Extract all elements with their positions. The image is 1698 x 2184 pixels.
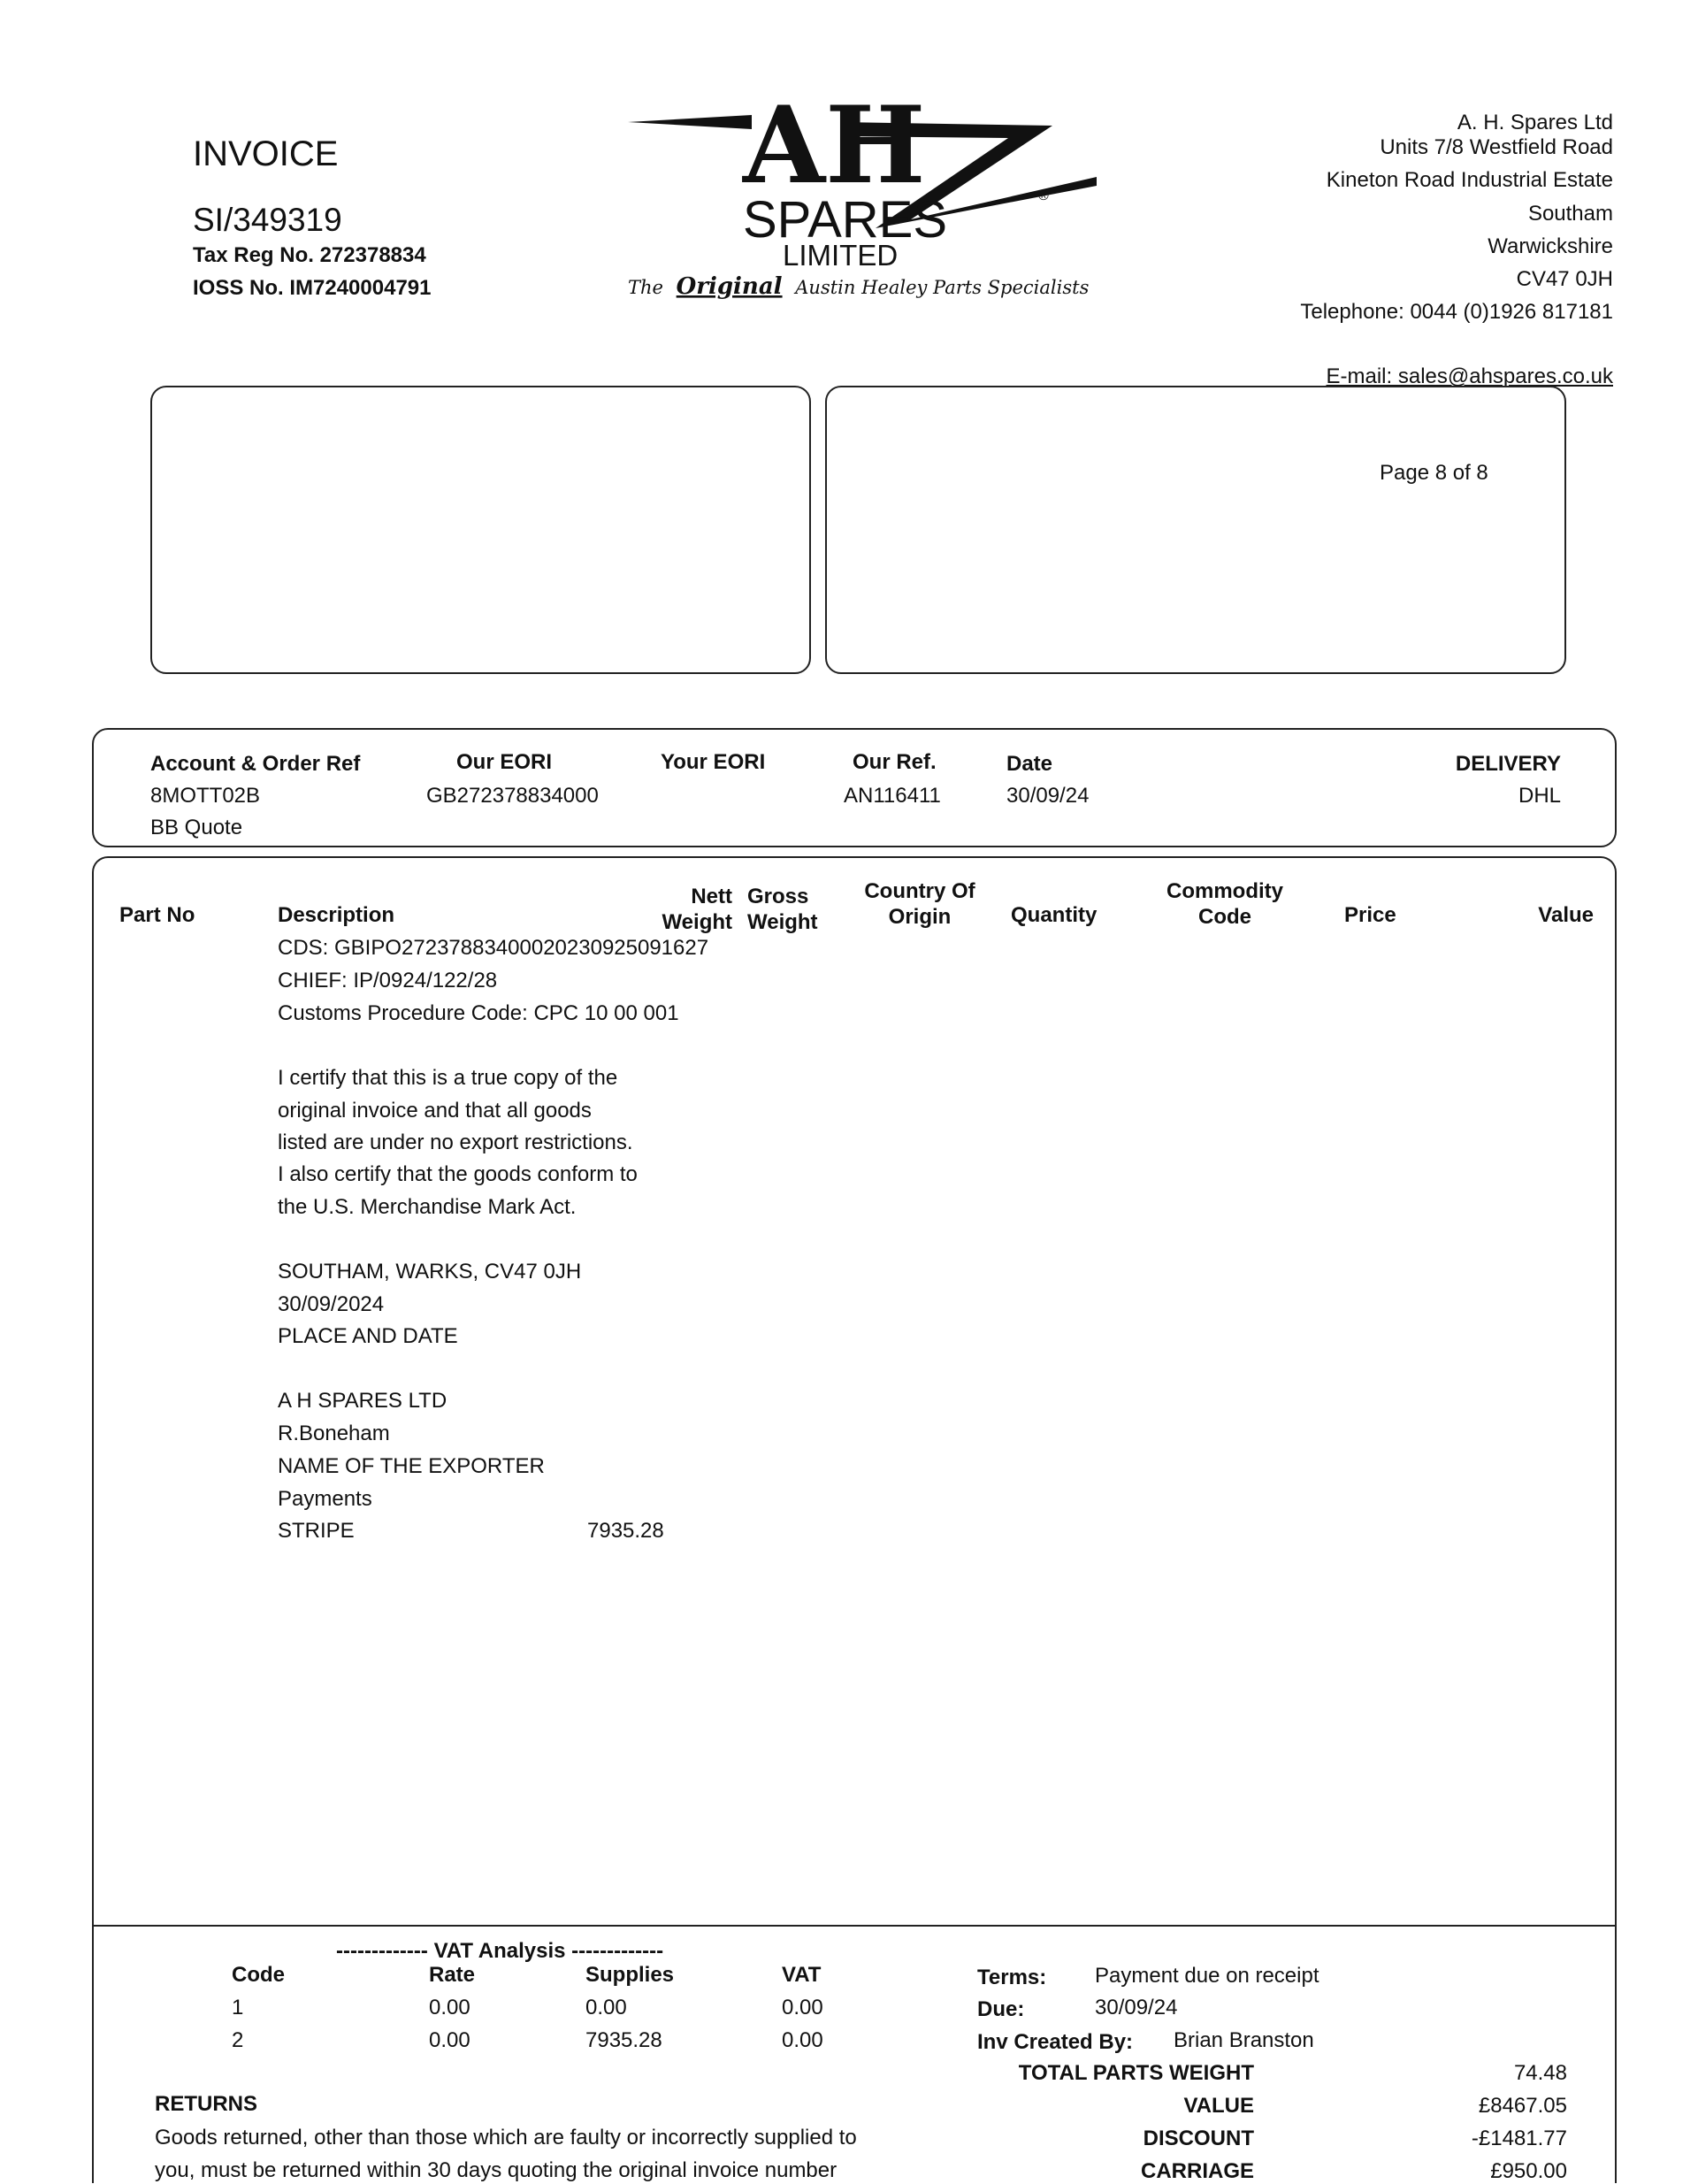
price-header: Price (1344, 903, 1396, 927)
invoice-title: INVOICE (193, 134, 339, 173)
order-note-value: BB Quote (150, 816, 243, 839)
our-eori-value: GB272378834000 (426, 784, 599, 808)
date-value: 30/09/24 (1006, 784, 1090, 808)
value-total: £8467.05 (1478, 2094, 1567, 2118)
page-indicator: Page 8 of 8 (1380, 461, 1488, 485)
vat-row-rate: 0.00 (429, 2028, 470, 2052)
description-line: Customs Procedure Code: CPC 10 00 001 (278, 1001, 679, 1025)
vat-code-header: Code (232, 1963, 285, 1987)
gross-weight-header: Gross Weight (747, 885, 818, 934)
svg-text:The Original Austi (628, 273, 1090, 300)
value-label: VALUE (1183, 2094, 1254, 2118)
ioss-number: IOSS No. IM7240004791 (193, 276, 432, 300)
description-line: R.Boneham (278, 1422, 390, 1445)
company-name: A. H. Spares Ltd (1457, 111, 1613, 134)
company-address-line: Kineton Road Industrial Estate (1326, 168, 1613, 192)
account-ref-value: 8MOTT02B (150, 784, 261, 808)
our-ref-header: Our Ref. (853, 750, 937, 774)
discount-label: DISCOUNT (1143, 2127, 1254, 2150)
description-line: CDS: GBIPO27237883400020230925091627 (278, 936, 709, 960)
total-parts-weight-value: 74.48 (1513, 2061, 1567, 2085)
vat-row-vat: 0.00 (782, 2028, 823, 2052)
due-label: Due: (977, 1997, 1025, 2021)
your-eori-header: Your EORI (661, 750, 766, 774)
company-address-line: Southam (1527, 202, 1613, 226)
carriage-value: £950.00 (1490, 2159, 1567, 2183)
value-header: Value (1538, 903, 1594, 927)
vat-supplies-header: Supplies (585, 1963, 675, 1987)
description-line: the U.S. Merchandise Mark Act. (278, 1195, 577, 1219)
total-parts-weight-label: TOTAL PARTS WEIGHT (1018, 2061, 1254, 2085)
terms-value: Payment due on receipt (1095, 1964, 1319, 1988)
company-address-line: Units 7/8 Westfield Road (1380, 135, 1613, 159)
delivery-address-box (825, 386, 1566, 674)
vat-row-supplies: 7935.28 (585, 2028, 662, 2052)
description-line: I certify that this is a true copy of the (278, 1066, 618, 1090)
tax-reg-number: Tax Reg No. 272378834 (193, 243, 426, 267)
commodity-code-header: Commodity Code (1166, 879, 1283, 929)
vat-row-code: 2 (232, 2028, 244, 2052)
logo-letters: AH (743, 83, 926, 208)
description-header: Description (278, 903, 395, 927)
registered-mark: ® (1038, 188, 1049, 203)
logo-word: SPARES (743, 191, 948, 249)
tagline-post: Austin Healey Parts Specialists (795, 277, 1090, 298)
description-line: Payments (278, 1487, 372, 1511)
description-line: I also certify that the goods conform to (278, 1162, 638, 1186)
tagline-original: Original (676, 273, 783, 300)
vat-analysis-title: ------------- VAT Analysis ------------- (336, 1939, 664, 1963)
description-line: original invoice and that all goods (278, 1099, 592, 1123)
description-line: PLACE AND DATE (278, 1324, 458, 1348)
part-no-header: Part No (119, 903, 195, 927)
company-email[interactable]: E-mail: sales@ahspares.co.uk (1326, 364, 1613, 388)
customer-address-box (150, 386, 811, 674)
description-line: A H SPARES LTD (278, 1389, 447, 1413)
description-line: STRIPE (278, 1519, 355, 1543)
vat-amount-header: VAT (782, 1963, 822, 1987)
terms-label: Terms: (977, 1966, 1047, 1989)
description-line: listed are under no export restrictions. (278, 1130, 633, 1154)
our-ref-value: AN116411 (844, 784, 941, 808)
vat-rate-header: Rate (429, 1963, 476, 1987)
description-line: NAME OF THE EXPORTER (278, 1454, 545, 1478)
company-address-line: Warwickshire (1488, 234, 1613, 258)
description-line: CHIEF: IP/0924/122/28 (278, 969, 498, 992)
delivery-value: DHL (1518, 784, 1561, 808)
returns-title: RETURNS (155, 2092, 258, 2116)
vat-row-rate: 0.00 (429, 1996, 470, 2019)
description-line: SOUTHAM, WARKS, CV47 0JH (278, 1260, 582, 1284)
company-logo (619, 69, 1097, 308)
table-divider (92, 1925, 1617, 1927)
delivery-header: DELIVERY (1455, 752, 1561, 776)
account-ref-header: Account & Order Ref (150, 752, 361, 776)
vat-row-vat: 0.00 (782, 1996, 823, 2019)
stripe-amount: 7935.28 (587, 1519, 664, 1543)
ah-spares-logo-graphic (619, 69, 1097, 308)
company-telephone: Telephone: 0044 (0)1926 817181 (1300, 300, 1613, 324)
due-value: 30/09/24 (1095, 1996, 1178, 2019)
description-line: 30/09/2024 (278, 1292, 385, 1316)
created-by-label: Inv Created By: (977, 2030, 1134, 2054)
logo-sub: LIMITED (783, 239, 899, 272)
company-postcode: CV47 0JH (1516, 267, 1613, 291)
quantity-header: Quantity (1011, 903, 1098, 927)
vat-row-supplies: 0.00 (585, 1996, 627, 2019)
tagline-pre: The (628, 277, 663, 298)
returns-text: Goods returned, other than those which are faulty or incorrectly supplied to (155, 2126, 857, 2150)
our-eori-header: Our EORI (456, 750, 553, 774)
discount-value: -£1481.77 (1471, 2127, 1567, 2150)
invoice-number: SI/349319 (193, 202, 342, 238)
country-of-origin-header: Country Of Origin (864, 879, 975, 929)
vat-row-code: 1 (232, 1996, 244, 2019)
date-header: Date (1006, 752, 1053, 776)
created-by-value: Brian Branston (1174, 2028, 1314, 2052)
nett-weight-header: Nett Weight (662, 885, 732, 934)
carriage-label: CARRIAGE (1140, 2159, 1254, 2183)
returns-text: you, must be returned within 30 days quoting the original invoice number (155, 2158, 838, 2182)
